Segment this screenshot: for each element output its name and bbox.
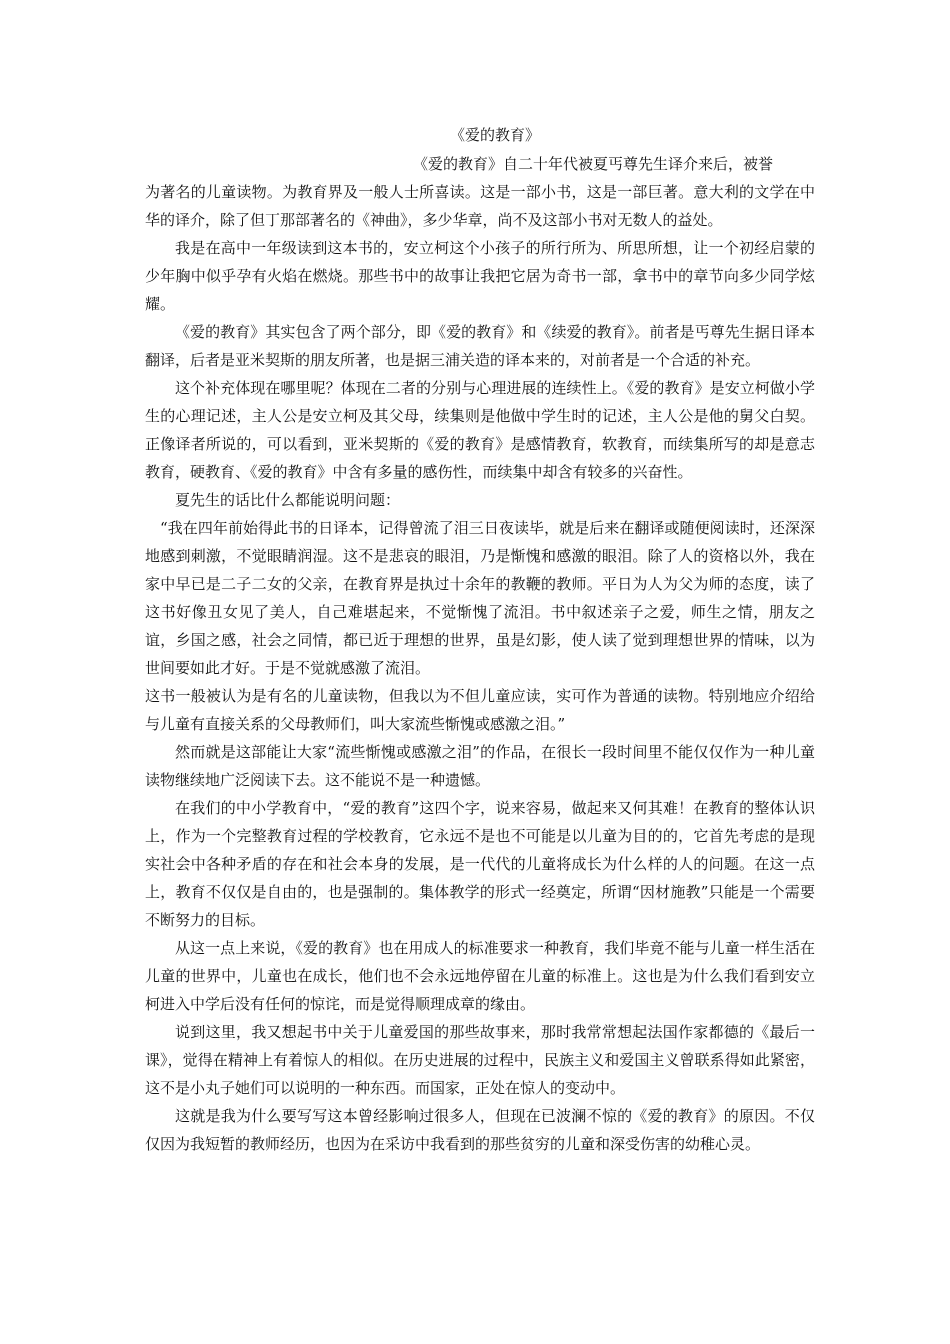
paragraph-7: 从这一点上来说，《爱的教育》也在用成人的标准要求一种教育，我们毕竟不能与儿童一样生活在儿童的世界中，儿童也在成长，他们也不会永远地停留在儿童的标准上。这也是为什么我们看到安立柯进入中学后没有任何的惊诧，而是觉得顺理成章的缘由。 xyxy=(145,939,815,1013)
paragraph-1: 我是在高中一年级读到这本书的，安立柯这个小孩子的所行所为、所思所想，让一个初经启蒙的少年胸中似乎孕有火焰在燃烧。那些书中的故事让我把它居为奇书一部，拿书中的章节向多少同学炫耀。 xyxy=(145,239,815,313)
paragraph-6: 在我们的中小学教育中，“爱的教育”这四个字，说来容易，做起来又何其难！在教育的整体认识上，作为一个完整教育过程的学校教育，它永远不是也不可能是以儿童为目的的，它首先考虑的是现实社会中各种矛盾的存在和社会本身的发展，是一代代的儿童将成长为什么样的人的问题。在这一点上，教育不仅仅是自由的，也是强制的。集体教学的形式一经奠定，所谓“因材施教”只能是一个需要不断努力的目标。 xyxy=(145,799,815,929)
document-title: 《爱的教育》 xyxy=(449,126,540,144)
paragraph-9: 这就是我为什么要写写这本曾经影响过很多人，但现在已波澜不惊的《爱的教育》的原因。不仅仅因为我短暂的教师经历，也因为在采访中我看到的那些贫穷的儿童和深受伤害的幼稚心灵。 xyxy=(145,1107,815,1153)
paragraph-intro: 为著名的儿童读物。为教育界及一般人士所喜读。这是一部小书，这是一部巨著。意大利的文学在中华的译介，除了但丁那部著名的《神曲》，多少华章，尚不及这部小书对无数人的益处。 xyxy=(145,183,815,229)
lead-line: 《爱的教育》自二十年代被夏丐尊先生译介来后，被誉 xyxy=(413,155,774,173)
paragraph-5: 然而就是这部能让大家“流些惭愧或感激之泪”的作品，在很长一段时间里不能仅仅作为一种儿童读物继续地广泛阅读下去。这不能说不是一种遗憾。 xyxy=(145,743,815,789)
paragraph-2: 《爱的教育》其实包含了两个部分，即《爱的教育》和《续爱的教育》。前者是丐尊先生据日译本翻译，后者是亚米契斯的朋友所著，也是据三浦关造的译本来的，对前者是一个合适的补充。 xyxy=(145,323,815,369)
paragraph-3: 这个补充体现在哪里呢？体现在二者的分别与心理进展的连续性上。《爱的教育》是安立柯做小学生的心理记述，主人公是安立柯及其父母，续集则是他做中学生时的记述，主人公是他的舅父白契。正像译者所说的，可以看到，亚米契斯的《爱的教育》是感情教育，软教育，而续集所写的却是意志教育，硬教育、《爱的教育》中含有多量的感伤性，而续集中却含有较多的兴奋性。 xyxy=(145,379,815,481)
paragraph-4: 夏先生的话比什么都能说明问题： xyxy=(175,491,401,509)
quote-paragraph-2: 这书一般被认为是有名的儿童读物，但我以为不但儿童应读，实可作为普通的读物。特别地应介绍给与儿童有直接关系的父母教师们，叫大家流些惭愧或感激之泪。” xyxy=(145,687,815,733)
paragraph-8: 说到这里，我又想起书中关于儿童爱国的那些故事来，那时我常常想起法国作家都德的《最后一课》，觉得在精神上有着惊人的相似。在历史进展的过程中，民族主义和爱国主义曾联系得如此紧密，这不是小丸子她们可以说明的一种东西。而国家，正处在惊人的变动中。 xyxy=(145,1023,815,1097)
quote-paragraph-1: “我在四年前始得此书的日译本，记得曾流了泪三日夜读毕，就是后来在翻译或随便阅读时，还深深地感到刺激，不觉眼睛润湿。这不是悲哀的眼泪，乃是惭愧和感激的眼泪。除了人的资格以外，我在家中早已是二子二女的父亲，在教育界是执过十余年的教鞭的教师。平日为人为父为师的态度，读了这书好像丑女见了美人，自己难堪起来，不觉惭愧了流泪。书中叙述亲子之爱，师生之情，朋友之谊，乡国之感，社会之同情，都已近于理想的世界，虽是幻影，使人读了觉到理想世界的情味，以为世间要如此才好。于是不觉就感激了流泪。 xyxy=(145,519,815,677)
document-page xyxy=(145,120,815,1158)
